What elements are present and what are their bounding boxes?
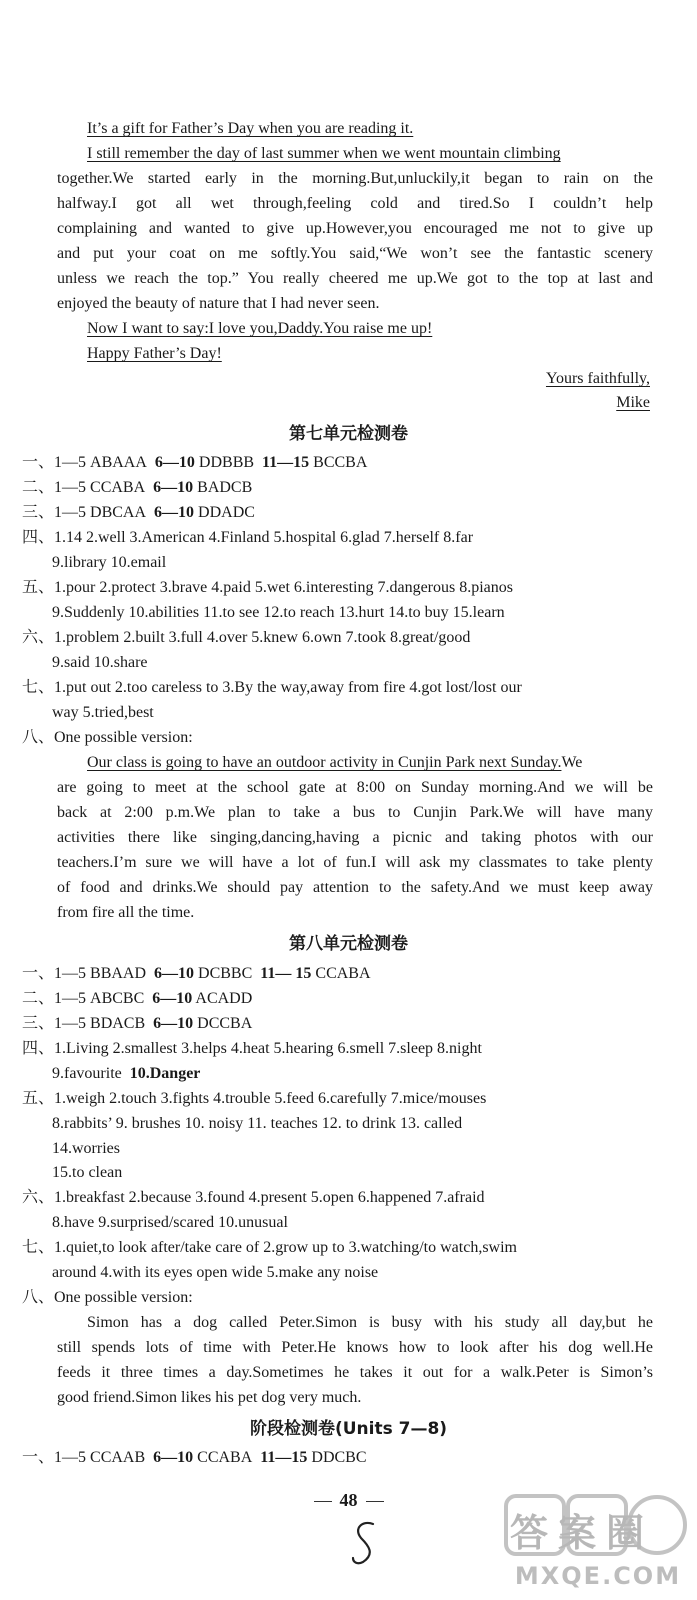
answer-row: 七、1.quiet,to look after/take care of 2.grow up to 3.watching/to watch,swim	[22, 1239, 517, 1256]
answer-key: ABAAA	[90, 454, 147, 471]
letter-line: and put your coat on me softly.You said,“We won’t see the fantastic scenery	[57, 245, 653, 262]
essay-line	[87, 752, 582, 774]
essay-line: Simon has a dog called Peter.Simon is busy with his study all day,but he	[87, 1314, 653, 1331]
essay-line: teachers.I’m sure we will have a lot of fun.I will ask my classmates to take plenty	[57, 854, 653, 871]
section-title-unit7: 第七单元检测卷	[289, 424, 408, 444]
answer-row: 五、1.pour 2.protect 3.brave 4.paid 5.wet 6.interesting 7.dangerous 8.pianos	[22, 579, 514, 596]
letter-line: halfway.I got all wet through,feeling cold and tired.So I couldn’t help	[57, 195, 653, 212]
answer-key: CCABA	[90, 479, 146, 496]
row-label: 一、1—5	[22, 1449, 87, 1466]
row-label: 三、1—5	[22, 504, 87, 521]
page-number-text: 48	[339, 1490, 358, 1510]
letter-line: It’s a gift for Father’s Day when you are reading it.	[87, 120, 414, 137]
letter-line: enjoyed the beauty of nature that I had never seen.	[57, 295, 380, 312]
answer-row	[22, 1013, 662, 1035]
row-label: 6—10	[154, 454, 195, 471]
answer-row	[22, 963, 662, 985]
answer-row: 七、1.put out 2.too careless to 3.By the way,away from fire 4.got lost/lost our	[22, 679, 522, 696]
answer-row: 8.have 9.surprised/scared 10.unusual	[52, 1214, 288, 1231]
answer-row	[22, 452, 662, 474]
essay-line: are going to meet at the school gate at 8:00 on Sunday morning.And we will be	[57, 779, 653, 796]
letter-line: together.We started early in the morning.But,unluckily,it began to rain on the	[57, 170, 653, 187]
answer-row: way 5.tried,best	[52, 704, 154, 721]
letter-line: Now I want to say:I love you,Daddy.You raise me up!	[87, 320, 433, 337]
answer-row	[22, 988, 662, 1010]
answer-row: 八、One possible version:	[22, 1289, 193, 1306]
answer-row: 四、1.14 2.well 3.American 4.Finland 5.hospital 6.glad 7.herself 8.far	[22, 529, 474, 546]
answer-key: DDCBC	[311, 1449, 367, 1466]
letter-line-underlined: I still remember the day of last summer when we went mountain climbing	[87, 145, 561, 162]
answer-row	[52, 1063, 200, 1085]
answer-row: 15.to clean	[52, 1164, 123, 1181]
letter-line: complaining and wanted to give up.However,you encouraged me not to give up	[57, 220, 653, 237]
row-label: 11—15	[262, 454, 310, 471]
answer-item-bold: 10.Danger	[129, 1065, 201, 1082]
answer-key: DCBBC	[198, 965, 253, 982]
handwritten-mark-icon	[345, 1518, 385, 1568]
essay-line: of food and drinks.We should pay attention to the safety.And we must keep away	[57, 879, 653, 896]
watermark-text: 答案圈	[510, 1511, 655, 1555]
answer-row: 八、One possible version:	[22, 729, 193, 746]
section-title-stage: 阶段检测卷(Units 7—8)	[249, 1419, 448, 1439]
answer-key: BBAAD	[90, 965, 147, 982]
watermark-url: MXQE.COM	[514, 1562, 682, 1590]
row-label: 6—10	[153, 1449, 194, 1466]
answer-row: 六、1.problem 2.built 3.full 4.over 5.knew 6.own 7.took 8.great/good	[22, 629, 471, 646]
row-label: 6—10	[154, 965, 195, 982]
answer-row: 8.rabbits’ 9. brushes 10. noisy 11. teaches 12. to drink 13. called	[52, 1115, 463, 1132]
essay-line: good friend.Simon likes his pet dog very much.	[57, 1389, 362, 1406]
answer-key: CCAAB	[90, 1449, 146, 1466]
answer-key: CCABA	[315, 965, 371, 982]
essay-line: still spends lots of time with Peter.He knows how to look after his dog well.He	[57, 1339, 653, 1356]
answer-key: DDADC	[198, 504, 255, 521]
answer-key: BADCB	[197, 479, 253, 496]
answer-key: CCABA	[197, 1449, 253, 1466]
row-label: 一、1—5	[22, 965, 87, 982]
answer-key: ABCBC	[90, 990, 145, 1007]
essay-line: feeds it three times a day.Sometimes he takes it out for a walk.Peter is Simon’s	[57, 1364, 653, 1381]
letter-line: Happy Father’s Day!	[87, 345, 222, 362]
essay-topic-sentence: Our class is going to have an outdoor activity in Cunjin Park next Sunday.	[87, 754, 562, 771]
answer-key: ACADD	[195, 990, 253, 1007]
row-label: 6—10	[153, 1015, 194, 1032]
answer-row: 四、1.Living 2.smallest 3.helps 4.heat 5.hearing 6.smell 7.sleep 8.night	[22, 1040, 482, 1057]
answer-row	[22, 477, 662, 499]
row-label: 二、1—5	[22, 990, 87, 1007]
answer-key: DCCBA	[197, 1015, 253, 1032]
row-label: 6—10	[153, 479, 194, 496]
row-label: 6—10	[152, 990, 193, 1007]
essay-line: from fire all the time.	[57, 904, 195, 921]
letter-closing: Yours faithfully,	[545, 370, 650, 387]
watermark-logo	[500, 1490, 690, 1595]
row-label: 一、1—5	[22, 454, 87, 471]
row-label: 11—15	[260, 1449, 308, 1466]
letter-signature: Mike	[616, 394, 650, 411]
answer-item: 9.favourite	[52, 1065, 122, 1082]
answer-row	[22, 502, 662, 524]
essay-line: activities there like singing,dancing,having a picnic and taking photos with our	[57, 829, 653, 846]
answer-key: DBCAA	[90, 504, 147, 521]
answer-row: around 4.with its eyes open wide 5.make any noise	[52, 1264, 379, 1281]
letter-line	[87, 143, 561, 165]
answer-row: 9.said 10.share	[52, 654, 148, 671]
answer-row: 五、1.weigh 2.touch 3.fights 4.trouble 5.feed 6.carefully 7.mice/mouses	[22, 1090, 487, 1107]
answer-row	[22, 1447, 662, 1469]
row-label: 三、1—5	[22, 1015, 87, 1032]
answer-row: 9.library 10.email	[52, 554, 167, 571]
answer-key: BDACB	[90, 1015, 146, 1032]
answer-row: 9.Suddenly 10.abilities 11.to see 12.to reach 13.hurt 14.to buy 15.learn	[52, 604, 505, 621]
essay-word: We	[561, 754, 583, 771]
answer-row: 14.worries	[52, 1140, 120, 1157]
answer-row: 六、1.breakfast 2.because 3.found 4.present 5.open 6.happened 7.afraid	[22, 1189, 485, 1206]
answer-key: BCCBA	[313, 454, 368, 471]
section-title-unit8: 第八单元检测卷	[289, 934, 408, 954]
row-label: 11— 15	[260, 965, 312, 982]
letter-line: unless we reach the top.” You really cheered me up.We got to the top at last and	[57, 270, 653, 287]
row-label: 二、1—5	[22, 479, 87, 496]
row-label: 6—10	[154, 504, 195, 521]
essay-line: back at 2:00 p.m.We plan to take a bus to Cunjin Park.We will have many	[57, 804, 653, 821]
answer-key: DDBBB	[198, 454, 255, 471]
